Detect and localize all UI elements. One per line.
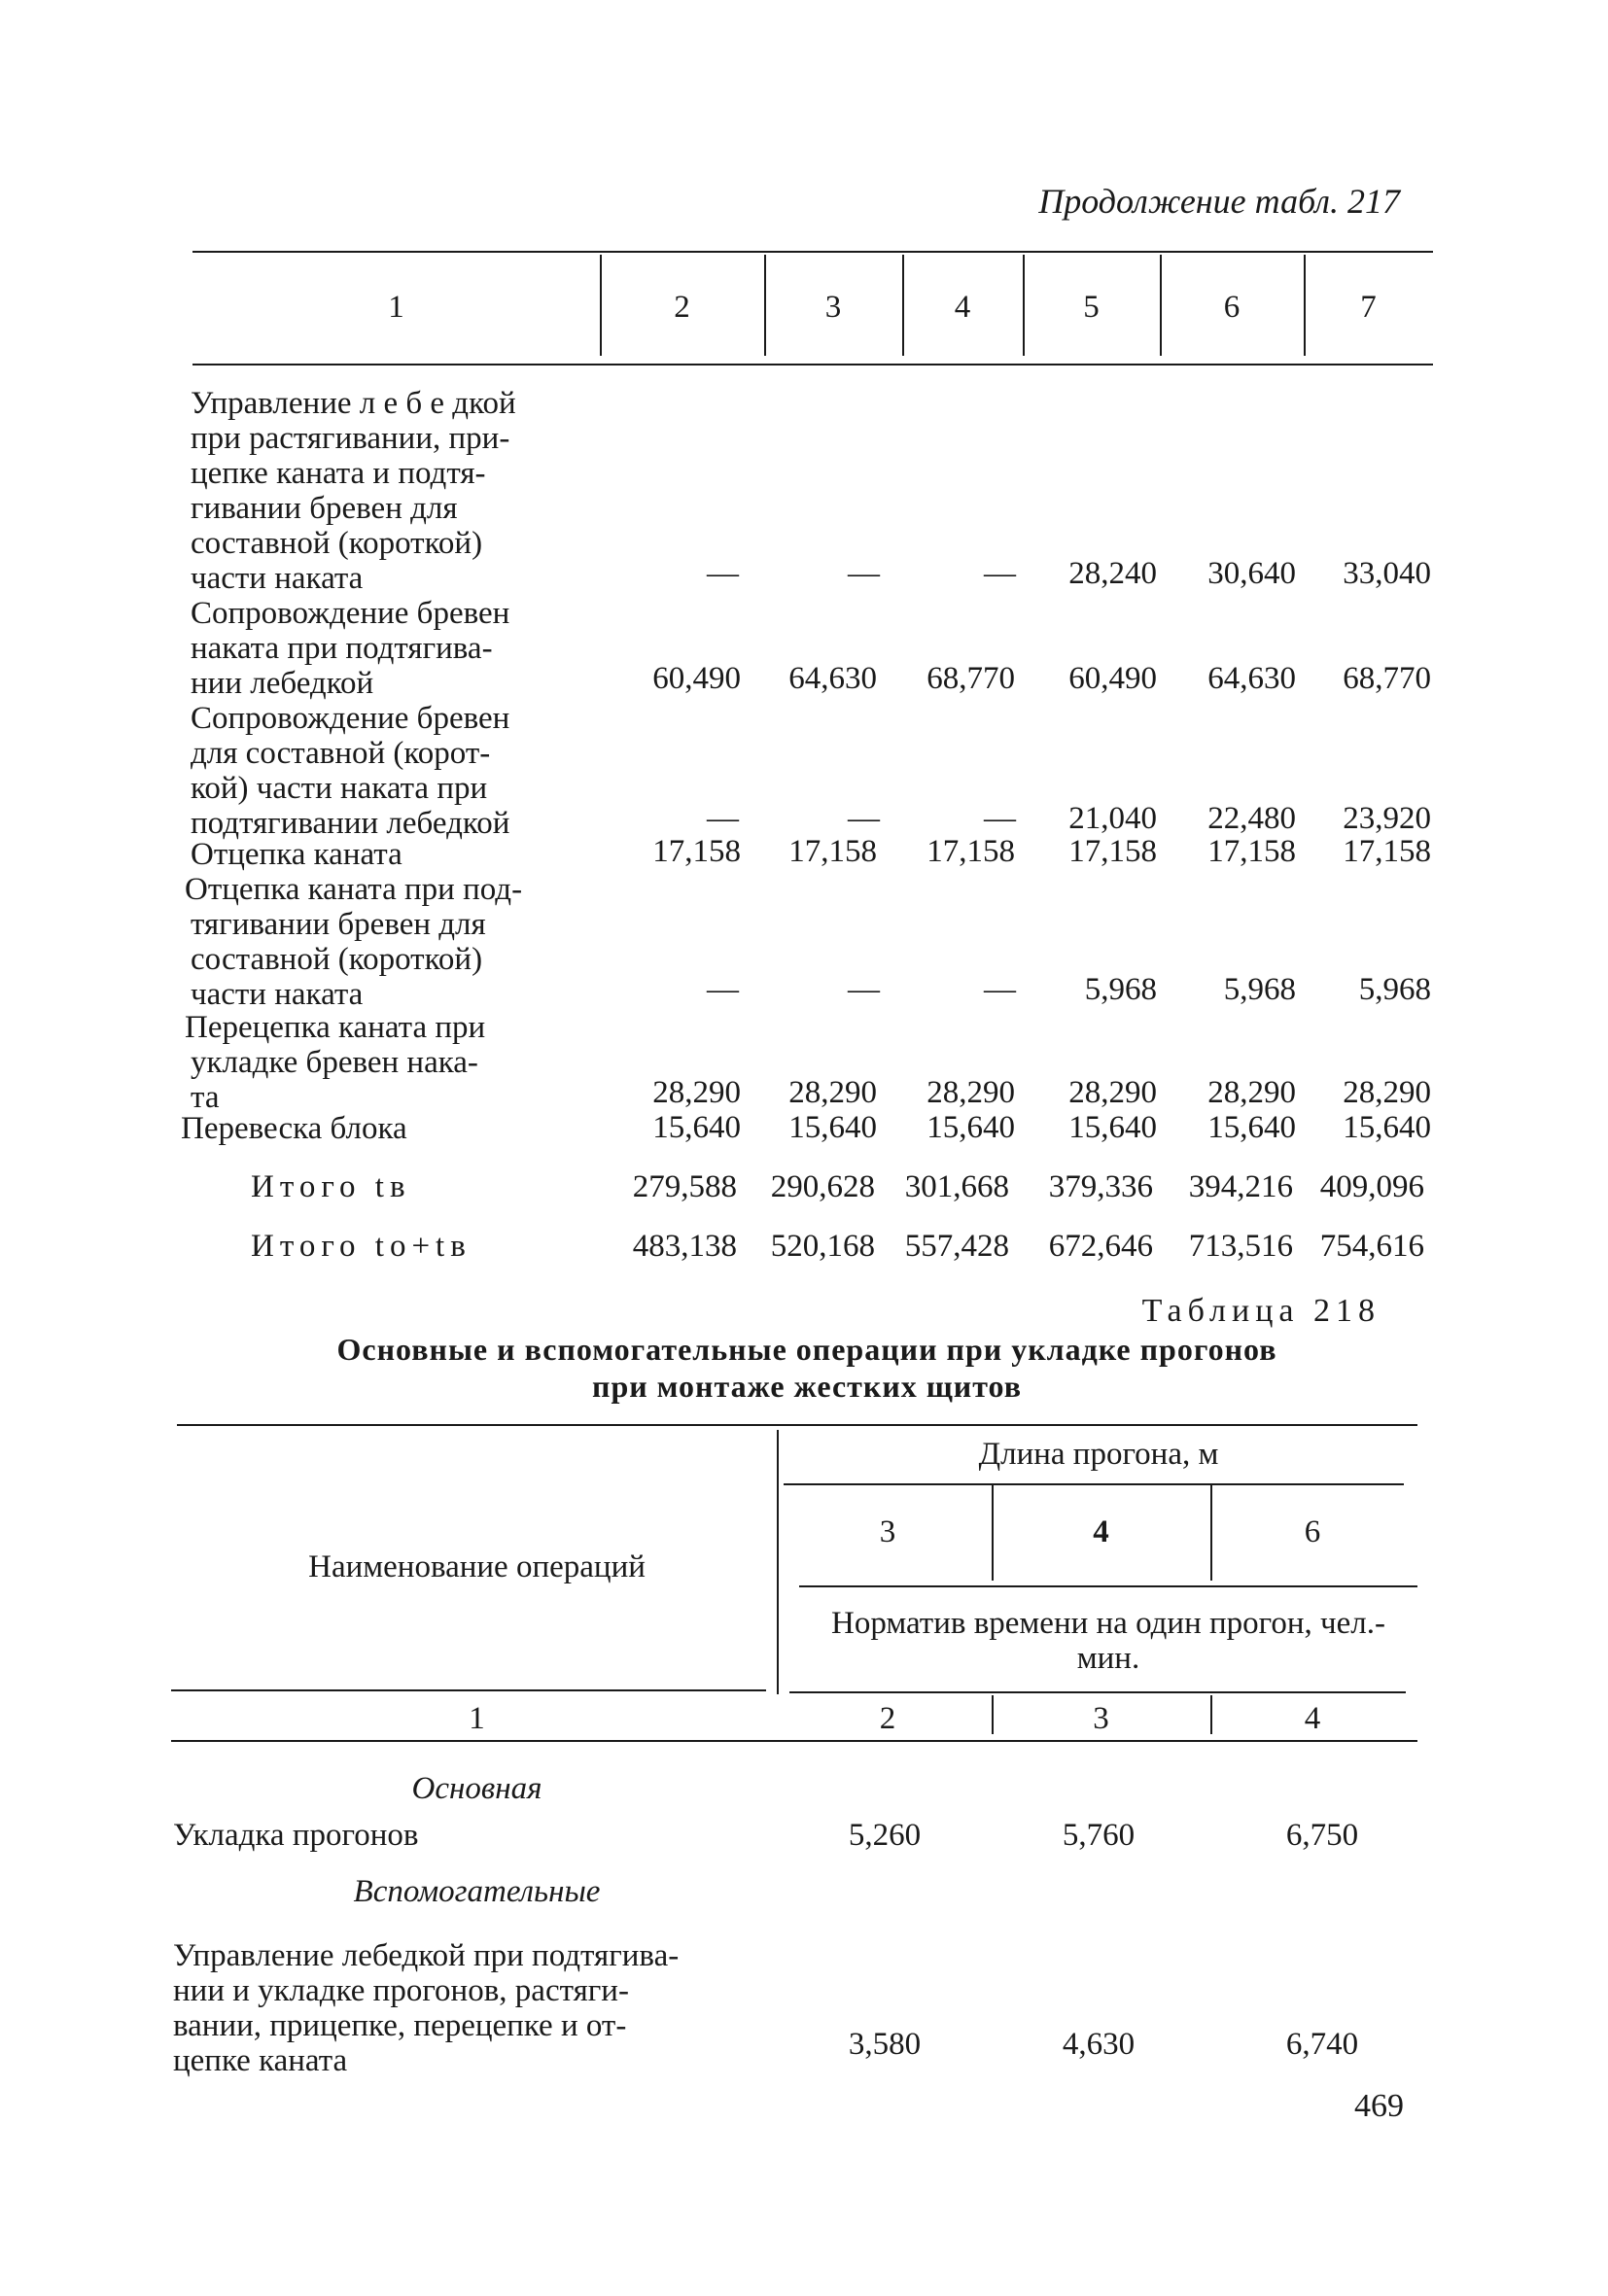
operation-label: Отцепка каната при под-	[185, 872, 523, 907]
continuation-caption: Продолжение табл. 217	[1038, 182, 1400, 221]
table-cell: 17,158	[1207, 834, 1296, 869]
length-header: 6	[1304, 1514, 1321, 1549]
table-cell: 279,588	[632, 1169, 737, 1204]
column-header: 7	[1360, 290, 1377, 325]
norm-header: Норматив времени на один прогон, чел.-мин.	[831, 1606, 1385, 1676]
table-cell: 520,168	[770, 1229, 875, 1264]
column-header: 1	[388, 290, 404, 325]
operation-label: тягивании бревен для	[191, 907, 486, 942]
table-cell: 15,640	[1343, 1110, 1431, 1145]
table-cell: 22,480	[1207, 801, 1296, 836]
table-top-rule	[192, 251, 1433, 253]
operation-label: нии лебедкой	[191, 666, 374, 701]
column-number: 4	[1304, 1701, 1321, 1736]
table-header-rule	[192, 364, 1433, 365]
table-cell: 5,968	[1223, 972, 1296, 1007]
table-cell: 713,516	[1188, 1229, 1293, 1264]
table-top-rule	[177, 1424, 1417, 1426]
table-cell: 17,158	[788, 834, 877, 869]
table-cell: —	[848, 556, 880, 591]
operation-label: наката при подтягива-	[191, 631, 493, 666]
column-header: 6	[1223, 290, 1241, 325]
operation-label: Перецепка каната при	[185, 1010, 486, 1045]
table-cell: 6,740	[1285, 2027, 1359, 2062]
table-cell: —	[984, 972, 1016, 1007]
table-cell: 754,616	[1319, 1229, 1424, 1264]
table-cell: 60,490	[652, 661, 741, 696]
table-cell: —	[707, 556, 739, 591]
table-cell: 379,336	[1048, 1169, 1153, 1204]
column-header: 3	[824, 290, 842, 325]
table-cell: 17,158	[652, 834, 741, 869]
operation-label: цепке каната	[173, 2043, 348, 2078]
table-cell: 68,770	[926, 661, 1015, 696]
table-cell: —	[848, 801, 880, 836]
table-cell: 483,138	[632, 1229, 737, 1264]
column-header: 4	[954, 290, 971, 325]
length-header-rule	[799, 1585, 1417, 1587]
table-cell: 17,158	[1068, 834, 1157, 869]
operation-label: составной (короткой)	[191, 942, 483, 977]
table-cell: 23,920	[1343, 801, 1431, 836]
operation-label: та	[191, 1080, 220, 1115]
table-cell: 64,630	[788, 661, 877, 696]
table-cell: 15,640	[652, 1110, 741, 1145]
table-cell: —	[848, 972, 880, 1007]
table-cell: 60,490	[1068, 661, 1157, 696]
table-cell: 33,040	[1343, 556, 1431, 591]
operation-label: гивании бревен для	[191, 491, 458, 526]
column-number-rule	[171, 1689, 766, 1691]
operation-label: при растягивании, при-	[191, 421, 510, 456]
table-title: Основные и вспомогательные операции при укладке прогонов	[336, 1332, 1277, 1367]
operation-label: кой) части наката при	[191, 771, 488, 806]
table-cell: 15,640	[788, 1110, 877, 1145]
operation-label: нии и укладке прогонов, растяги-	[173, 1973, 629, 2008]
table-cell: 28,290	[788, 1075, 877, 1110]
table-header-rule	[171, 1740, 1417, 1742]
group-header: Длина прогона, м	[978, 1437, 1219, 1472]
page-number: 469	[1354, 2088, 1404, 2124]
table-cell: 28,290	[1068, 1075, 1157, 1110]
table-cell: 409,096	[1319, 1169, 1424, 1204]
operation-label: составной (короткой)	[191, 526, 483, 561]
table-cell: 64,630	[1207, 661, 1296, 696]
table-cell: 4,630	[1062, 2027, 1136, 2062]
total-label: Итого tв	[251, 1169, 411, 1204]
table-cell: 5,260	[848, 1818, 922, 1853]
operation-label: Сопровождение бревен	[191, 596, 510, 631]
table-cell: 15,640	[926, 1110, 1015, 1145]
table-cell: 15,640	[1207, 1110, 1296, 1145]
length-header: 4	[1093, 1514, 1109, 1549]
table-cell: 5,760	[1062, 1818, 1136, 1853]
column-number-rule	[789, 1691, 1406, 1693]
column-header: 2	[674, 290, 690, 325]
operation-label: укладке бревен нака-	[191, 1045, 478, 1080]
group-header-rule	[784, 1483, 1404, 1485]
operation-label: для составной (корот-	[191, 736, 491, 771]
section-title: Вспомогательные	[353, 1874, 601, 1909]
operation-label: части наката	[191, 977, 364, 1012]
operation-label: Управление л е б е дкой	[191, 386, 516, 421]
operation-label: Укладка прогонов	[173, 1818, 419, 1853]
total-label: Итого tо+tв	[251, 1229, 472, 1264]
table-cell: —	[984, 556, 1016, 591]
table-cell: 15,640	[1068, 1110, 1157, 1145]
table-cell: 28,290	[926, 1075, 1015, 1110]
table-cell: 672,646	[1048, 1229, 1153, 1264]
table-cell: 5,968	[1084, 972, 1157, 1007]
table-cell: 30,640	[1207, 556, 1296, 591]
table-cell: 17,158	[926, 834, 1015, 869]
operation-label: вании, прицепке, перецепке и от-	[173, 2008, 627, 2043]
operation-label: части наката	[191, 561, 364, 596]
table-cell: 3,580	[848, 2027, 922, 2062]
operation-label: подтягивании лебедкой	[191, 806, 510, 841]
operation-label: Управление лебедкой при подтягива-	[173, 1938, 680, 1973]
table-cell: 6,750	[1285, 1818, 1359, 1853]
table-cell: 28,290	[1207, 1075, 1296, 1110]
column-number: 1	[469, 1701, 485, 1736]
column-divider	[777, 1430, 779, 1694]
table-cell: 28,290	[1343, 1075, 1431, 1110]
column-header: 5	[1083, 290, 1100, 325]
operation-label: цепке каната и подтя-	[191, 456, 486, 491]
table-cell: 28,240	[1068, 556, 1157, 591]
column-number: 2	[879, 1701, 896, 1736]
table-cell: 290,628	[770, 1169, 875, 1204]
table-cell: 5,968	[1358, 972, 1431, 1007]
name-column-header: Наименование операций	[308, 1549, 646, 1584]
table-cell: 21,040	[1068, 801, 1157, 836]
length-header: 3	[879, 1514, 896, 1549]
table-cell: —	[984, 801, 1016, 836]
operation-label: Перевеска блока	[181, 1111, 407, 1146]
operation-label: Отцепка каната	[191, 837, 402, 872]
table-number: Таблица 218	[1141, 1293, 1381, 1329]
table-cell: 557,428	[904, 1229, 1009, 1264]
table-cell: 68,770	[1343, 661, 1431, 696]
column-number: 3	[1093, 1701, 1109, 1736]
table-title: при монтаже жестких щитов	[592, 1369, 1022, 1404]
table-cell: 28,290	[652, 1075, 741, 1110]
table-cell: 301,668	[904, 1169, 1009, 1204]
operation-label: Сопровождение бревен	[191, 701, 510, 736]
table-cell: 17,158	[1343, 834, 1431, 869]
table-cell: —	[707, 972, 739, 1007]
table-cell: 394,216	[1188, 1169, 1293, 1204]
table-cell: —	[707, 801, 739, 836]
section-title: Основная	[411, 1771, 542, 1806]
